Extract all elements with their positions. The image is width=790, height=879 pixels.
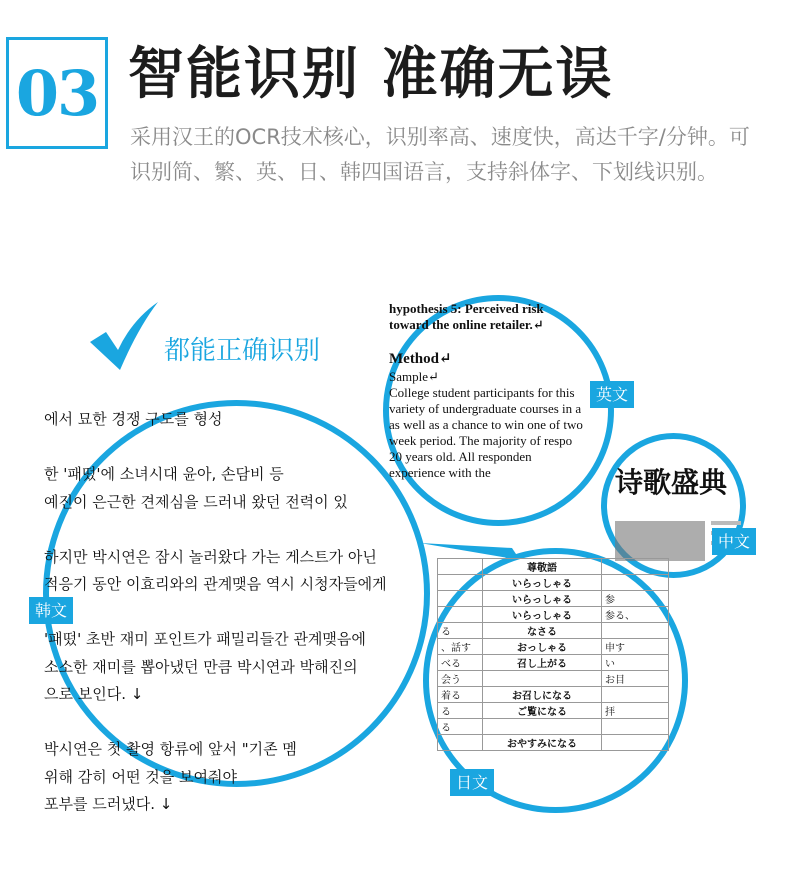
table-row — [438, 671, 669, 687]
korean-sample-magnifier — [43, 400, 430, 813]
japanese-cell: いらっしゃる — [483, 607, 602, 623]
english-text-line: College student participants for this — [389, 385, 575, 400]
korean-text-line: '패떴' 초반 재미 포인트가 패밀리들간 관계맺음에 — [44, 630, 366, 648]
japanese-cell — [602, 575, 669, 591]
chinese-heading: 诗歌盛典 — [615, 466, 728, 499]
japanese-cell: 参る、 — [602, 607, 669, 623]
subtitle: 都能正确识别 — [164, 336, 321, 366]
japanese-cell: 参 — [602, 591, 669, 607]
korean-text-line: 박시연은 첫 촬영 항류에 앞서 "기존 멤 — [44, 740, 297, 758]
japanese-cell: 着る — [438, 687, 483, 703]
section-number: 03 — [15, 56, 99, 130]
chinese-photo — [615, 521, 705, 561]
japanese-cell — [438, 607, 483, 623]
korean-text-line: 예진이 은근한 견제심을 드러내 왔던 전력이 있 — [44, 492, 348, 511]
chinese-label: 中文 — [712, 528, 756, 555]
japanese-cell — [483, 671, 602, 687]
korean-text-line: 소소한 재미를 뽑아냈던 만큼 박시연과 박해진의 — [44, 657, 358, 676]
chinese-sample-magnifier — [601, 433, 746, 578]
korean-text-line: 적응기 동안 이효리와의 관계맺음 역시 시청자들에게 — [44, 575, 387, 593]
japanese-cell — [602, 623, 669, 639]
japanese-cell: い — [602, 655, 669, 671]
japanese-cell: 拝 — [602, 703, 669, 719]
japanese-cell — [438, 575, 483, 591]
page-title: 智能识别 准确无误 — [128, 42, 614, 107]
english-text-line: Sample↵ — [389, 369, 439, 384]
japanese-cell: 召し上がる — [483, 655, 602, 671]
english-label: 英文 — [590, 381, 634, 408]
table-row — [438, 655, 669, 671]
japanese-cell: お召しになる — [483, 687, 602, 703]
japanese-cell: いらっしゃる — [483, 591, 602, 607]
table-row — [438, 687, 669, 703]
japanese-cell: べる — [438, 655, 483, 671]
table-row — [438, 623, 669, 639]
english-text-line: variety of undergraduate courses in a — [389, 401, 582, 416]
japanese-cell: おっしゃる — [483, 639, 602, 655]
korean-text-line: 한 '패떴'에 소녀시대 윤아, 손담비 등 — [44, 465, 284, 483]
japanese-header-cell — [438, 559, 483, 575]
japanese-cell: いらっしゃる — [483, 575, 602, 591]
table-row — [438, 591, 669, 607]
table-row — [438, 719, 669, 735]
japanese-cell — [602, 719, 669, 735]
japanese-header-cell: 尊敬語 — [483, 559, 602, 575]
table-row — [438, 703, 669, 719]
table-row — [438, 575, 669, 591]
japanese-cell — [438, 591, 483, 607]
table-row — [438, 639, 669, 655]
japanese-cell — [438, 735, 483, 751]
english-text-line: Method↵ — [389, 351, 452, 367]
japanese-cell: おやすみになる — [483, 735, 602, 751]
korean-text-line: 으로 보인다. ↓ — [44, 685, 144, 703]
korean-text-line — [44, 599, 464, 627]
japanese-header-cell — [602, 559, 669, 575]
japanese-cell: なさる — [483, 623, 602, 639]
japanese-cell: お目 — [602, 671, 669, 687]
english-text-line: as well as a chance to win one of two — [389, 417, 583, 432]
japanese-table — [437, 558, 669, 751]
english-sample-magnifier — [383, 295, 614, 526]
feature-description: 采用汉王的OCR技术核心，识别率高、速度快，高达千字/分钟。可识别简、繁、英、日、韩四国语言，支持斜体字、下划线识别。 — [130, 125, 750, 184]
korean-text-line: 에서 묘한 경쟁 구도를 형성 — [44, 410, 223, 428]
japanese-cell — [483, 719, 602, 735]
english-text-line: hypothesis 5: Perceived risk — [389, 301, 544, 316]
japanese-cell: 会う — [438, 671, 483, 687]
english-text-line: week period. The majority of respo — [389, 433, 573, 448]
korean-label: 韩文 — [29, 597, 73, 624]
japanese-cell: ご覧になる — [483, 703, 602, 719]
japanese-cell: 、話す — [438, 639, 483, 655]
japanese-cell: 申す — [602, 639, 669, 655]
korean-text-line — [44, 709, 464, 737]
japanese-label: 日文 — [450, 769, 494, 796]
japanese-cell — [602, 687, 669, 703]
japanese-cell — [602, 735, 669, 751]
japanese-cell: る — [438, 623, 483, 639]
english-text-line: experience with the — [389, 465, 491, 480]
japanese-cell: る — [438, 719, 483, 735]
table-row — [438, 607, 669, 623]
english-text-line: toward the online retailer.↵ — [389, 317, 544, 332]
korean-text-line: 하지만 박시연은 잠시 놀러왔다 가는 게스트가 아닌 — [44, 547, 377, 566]
korean-text-line — [44, 516, 464, 544]
english-text-line: 20 years old. All responden — [389, 449, 532, 464]
korean-text-line: 위해 감히 어떤 것을 보여줘야 — [44, 767, 237, 786]
japanese-cell: る — [438, 703, 483, 719]
table-row — [438, 735, 669, 751]
korean-text-line: 포부를 드러냈다. ↓ — [44, 795, 173, 813]
english-text-line — [389, 333, 649, 349]
